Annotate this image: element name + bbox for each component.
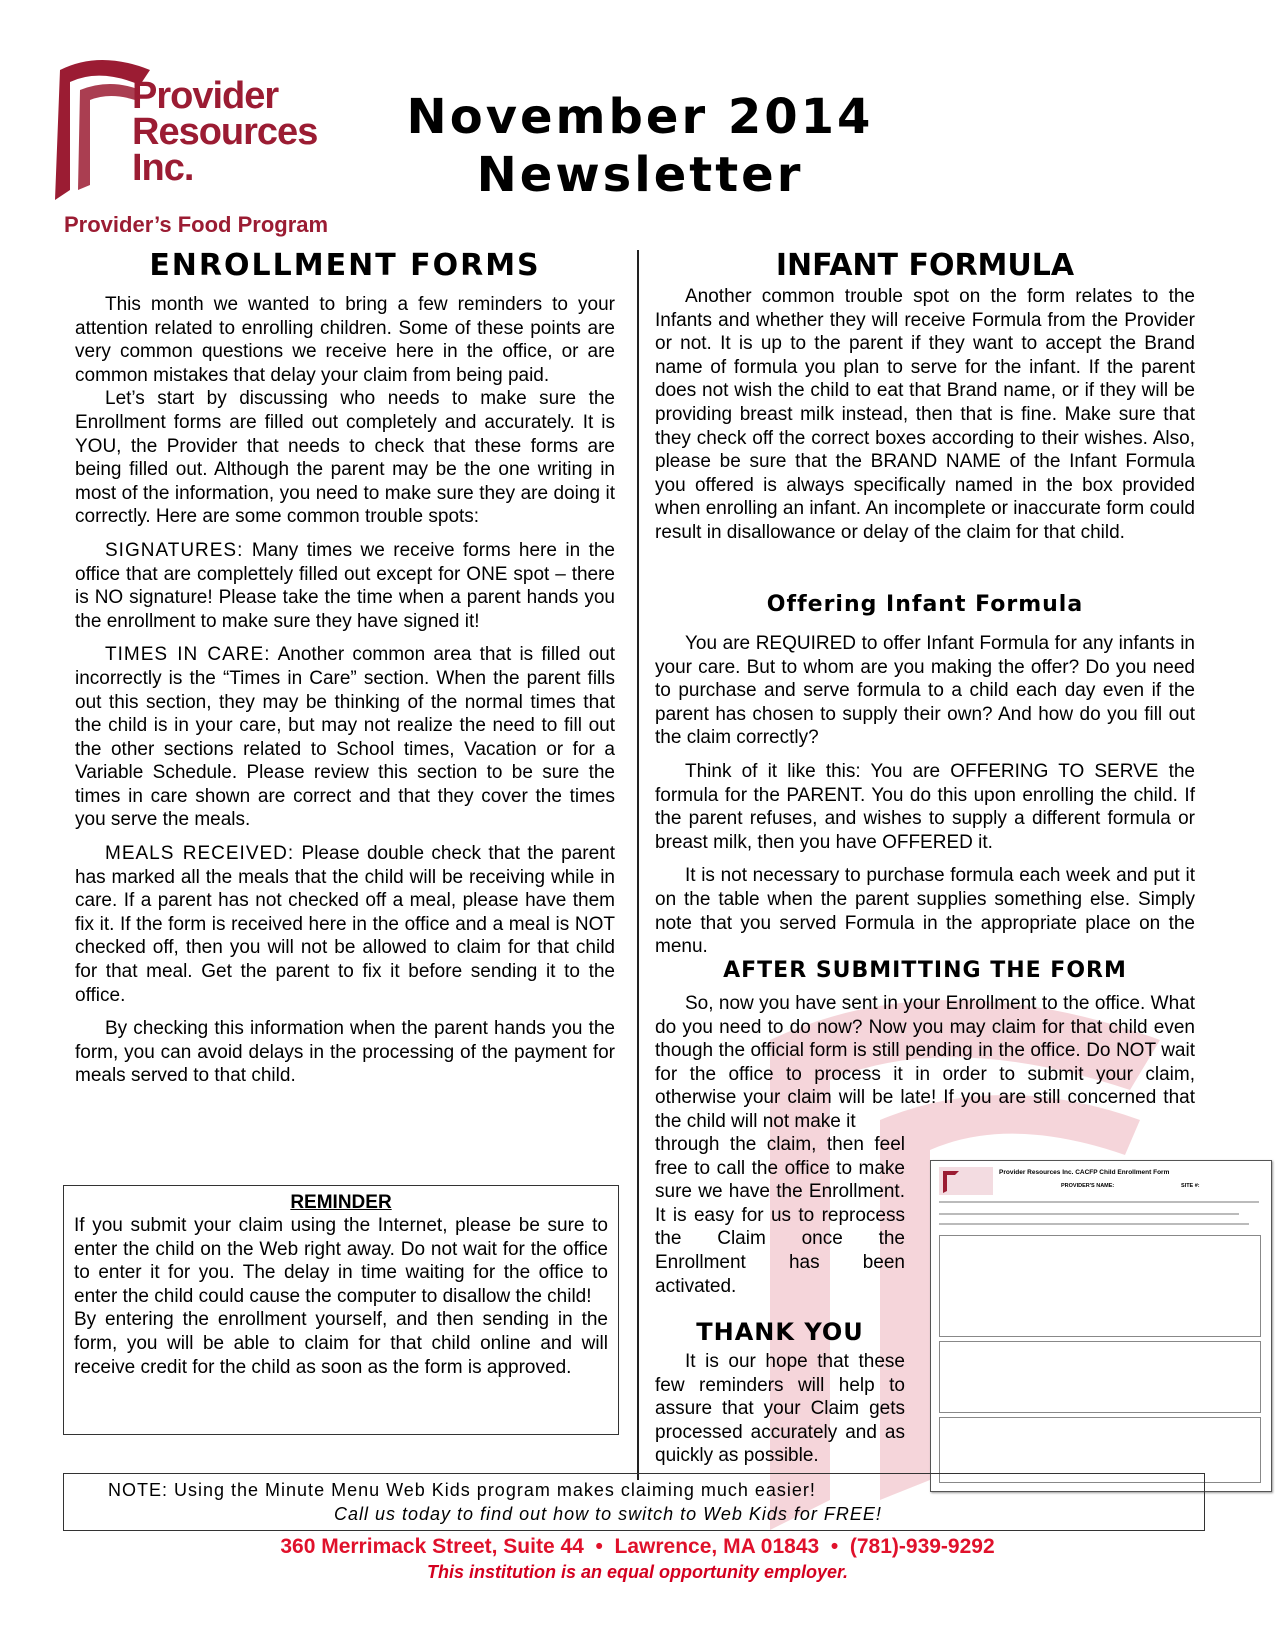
infant-heading: INFANT FORMULA [775,248,1075,283]
offering-para-3: It is not necessary to purchase formula each week and put it on the table when the parent supplies something else. Simply note that you served Formula in the appropriate place on the menu. [655,865,1195,958]
offering-para-1: You are REQUIRED to offer Infant Formula for any infants in your care. But to whom are you making the offer? Do you need to purchase and serve formula to a child each day even if the parent has chosen to supply their own? And how do you fill out the claim correctly? [655,633,1195,749]
note-box [63,1473,1205,1531]
after-heading: AFTER SUBMITTING THE FORM [723,958,1127,983]
form-thumb-section-2 [939,1341,1261,1413]
column-divider [637,250,639,1480]
note-line-2: Call us today to find out how to switch to Web Kids for FREE! [334,1504,882,1524]
times-label: TIMES IN CARE: [105,644,271,666]
enrollment-body [75,293,615,1088]
form-thumb-rule-1 [939,1201,1259,1203]
enrollment-heading: ENROLLMENT FORMS [149,248,541,283]
infant-para-1: Another common trouble spot on the form relates to the Infants and whether they will receive Formula from the Provider or not. It is up to the parent if they want to accept the Brand name of formula you plan to serve for the infant. If the parent does not wish the child to eat that Brand name, or if they will be providing breast milk instead, then that is fine. Make sure that they check off the correct boxes according to their wishes. Also, please be sure that the BRAND NAME of the Infant Formula you offered is always specifically named in the box provided when enrolling an infant. An incomplete or inaccurate form could result in disallowance or delay of the claim for that child. [655,286,1195,543]
footer-eo-statement: This institution is an equal opportunity employer. [426,1562,849,1582]
reminder-para-1: If you submit your claim using the Internet, please be sure to enter the child on the Web right away. Do not wait for the office to enter it for you. The delay in time waiting for the office to enter the child could cause the computer to disallow the child! [74,1215,608,1307]
signatures-text: Many times we receive forms here in the office that are complettely filled out except for ONE spot – there is NO signature! Please take the time when a parent hands you the enrollment to make sure they have signed it! [75,539,615,632]
logo-tagline: Provider’s Food Program [64,212,329,237]
enrollment-intro-2: Let’s start by discussing who needs to make sure the Enrollment forms are filled out completely and accurately. It is YOU, the Provider that needs to check that these forms are being filled out. Although the parent may be the one writing in most of the information, you need to make sure they are doing it correctly. Here are some common trouble spots: [75,388,615,528]
note-line-1: NOTE: Using the Minute Menu Web Kids program makes claiming much easier! [108,1480,816,1500]
after-body [655,992,1195,1134]
after-body-narrow [655,1133,905,1298]
after-para-narrow: through the claim, then feel free to call the office to make sure we have the Enrollment. It is easy for us to reprocess the Claim once the Enrollment has been activated. [655,1134,905,1297]
form-thumb-rule-3 [939,1223,1249,1225]
reminder-box [63,1185,619,1435]
times-paragraph [75,643,615,832]
form-thumb-section-1 [939,1235,1261,1337]
reminder-para-2: By entering the enrollment yourself, and then sending in the form, you will be able to claim for that child online and will receive credit for the child as soon as the form is approved. [74,1309,608,1378]
logo [40,50,340,240]
meals-label: MEALS RECEIVED: [105,843,295,865]
after-para-full: So, now you have sent in your Enrollment to the office. What do you need to do now? Now you may claim for that child even though the official form is still pending in the office. Do NOT wait for the office to process it in order to submit your claim, otherwise your claim will be late! If you are still concerned that the child will not make it [655,993,1195,1132]
form-thumb-provider: PROVIDER'S NAME: [1061,1183,1115,1189]
form-thumb-site: SITE #: [1181,1183,1200,1189]
meals-text: Please double check that the parent has marked all the meals that the child will be receiving while in care. If a parent has not checked off a meal, please have them fix it. If the form is received here in the office and a meal is NOT checked off, then you will not be allowed to claim for that child for that meal. Get the parent to fix it before sending it to the office. [75,843,615,1006]
thanks-text: It is our hope that these few reminders will help to assure that your Claim gets processed accurately and as quickly as possible. [655,1351,905,1467]
offering-para-2: Think of it like this: You are OFFERING TO SERVE the formula for the PARENT. You do this upon enrolling the child. If the parent refuses, and wishes to supply a different formula or breast milk, then you have OFFERED it. [655,760,1195,853]
title-line-1: November 2014 [406,89,874,145]
form-thumb-title: Provider Resources Inc. CACFP Child Enrollment Form [999,1169,1170,1176]
enrollment-form-thumbnail [930,1160,1272,1492]
enrollment-intro-1: This month we wanted to bring a few reminders to your attention related to enrolling children. Some of these points are very common questions we receive here in the office, or are common mistakes that delay your claim from being paid. [75,294,615,386]
logo-line-2: Resources [132,111,318,153]
enrollment-closing: By checking this information when the parent hands you the form, you can avoid delays in the processing of the payment for meals served to that child. [75,1018,615,1087]
footer-address: 360 Merrimack Street, Suite 44 • Lawrence, MA 01843 • (781)-939-9292 [280,1535,995,1558]
reminder-heading: REMINDER [290,1192,392,1213]
logo-line-3: Inc. [132,147,194,189]
infant-body [655,285,1195,545]
times-text: Another common area that is filled out incorrectly is the “Times in Care” section. When the parent fills out this section, they may be thinking of the normal times that the child is in your care, but may not realize the need to fill out the other sections related to School times, Vacation or for a Variable Schedule. Please review this section to be sure the times in care shown are correct and that they cover the times you serve the meals. [75,644,616,831]
logo-line-1: Provider [132,75,279,117]
thanks-heading: THANK YOU [696,1318,864,1346]
signatures-paragraph [75,539,615,633]
form-thumb-rule-2 [939,1213,1239,1215]
page-title [370,88,910,204]
signatures-label: SIGNATURES: [105,539,244,561]
offering-body [655,632,1195,959]
title-line-2: Newsletter [476,147,804,203]
meals-paragraph [75,842,615,1007]
form-logo-icon [939,1167,993,1195]
offering-heading: Offering Infant Formula [766,592,1084,617]
thanks-body [655,1350,905,1468]
